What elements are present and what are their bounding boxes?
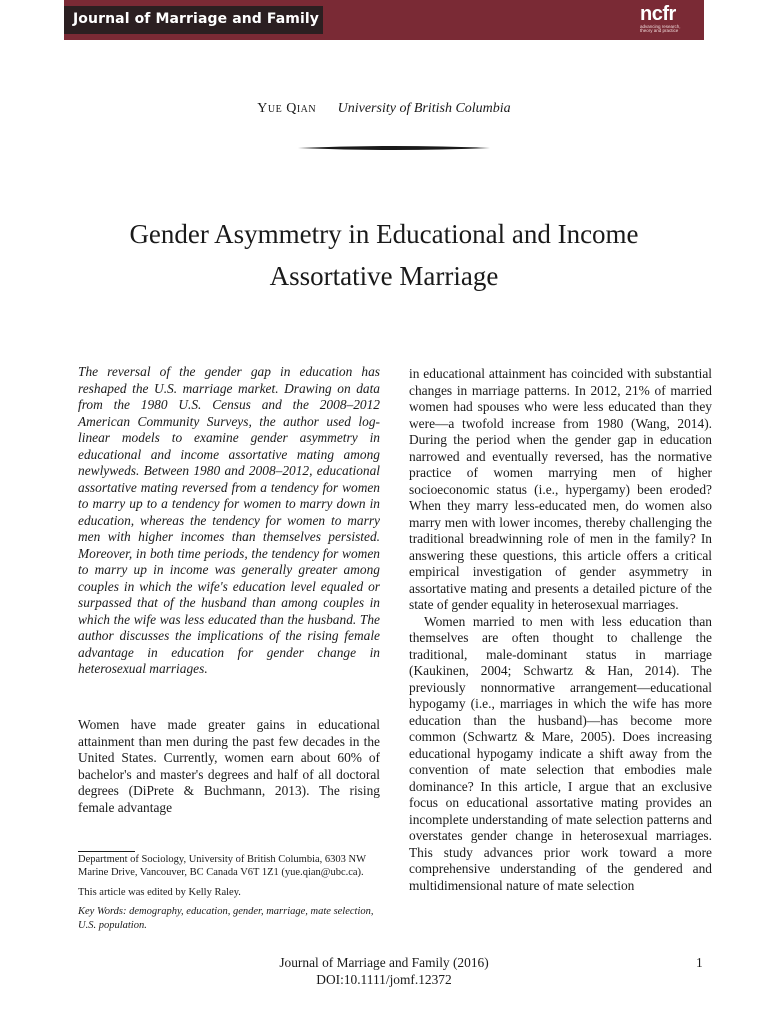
intro-paragraph: Women have made greater gains in educational attainment than men during the past few decades in the United States. Currently, women earn about 60% of bachelor's and master's degrees and half of all doctoral degrees (DiPrete & Buchmann, 2013). The rising female advantage: [78, 717, 380, 815]
keywords: Key Words: demography, education, gender, marriage, mate selection, U.S. population.: [78, 906, 374, 931]
editor-note: This article was edited by Kelly Raley.: [78, 886, 241, 898]
author-affiliation: University of British Columbia: [337, 101, 511, 116]
abstract-text: The reversal of the gender gap in education has reshaped the U.S. marriage market. Drawing on data from the 1980 U.S. Census and the 2008–2012 American Community Surveys, the author used log-linear models to examine gender asymmetry in educational and income assortative mating among newlyweds. Between 1980 and 2008–2012, educational assortative mating reversed from a tendency for women to marry up to a tendency for women to marry down in education, whereas the tendency for women to marry men with higher incomes than themselves persisted. Moreover, in both time periods, the tendency for women to marry up in income was generally greater among couples in which the wife's education level equaled or surpassed that of the husband than among couples in which the wife was less educated than the husband. The author discusses the implications of the rising female advantage in education for gender change in heterosexual marriages.: [78, 364, 380, 676]
title-ornament: [298, 143, 490, 153]
abstract-column: [78, 364, 380, 678]
intro-column: [78, 717, 380, 816]
author-address: Department of Sociology, University of British Columbia, 6303 NW Marine Drive, Vancouver, BC Canada V6T 1Z1 (yue.qian@ubc.ca).: [78, 854, 366, 879]
journal-citation: Journal of Marriage and Family (2016): [279, 955, 489, 970]
page-footer: [0, 955, 768, 988]
body-paragraph-1: in educational attainment has coincided with substantial changes in marriage patterns. In 2012, 21% of married women had spouses who were less educated than they were—a twofold increase from 1980 (Wang, 2014). During the period when the gender gap in education narrowed and eventually reversed, has the normative practice of women marrying men of higher socioeconomic status (i.e., hypergamy) been eroded? When they marry less-educated men, do women also marry men with lower incomes, thereby challenging the traditional breadwinning role of men in the family? In answering these questions, this article offers a critical empirical investigation of gender asymmetry in assortative mating and presents a detailed picture of the state of gender equality in heterosexual marriages.: [409, 366, 712, 612]
footnote-rule: [78, 851, 135, 852]
footnotes: [78, 853, 378, 938]
journal-name-box: [64, 6, 323, 34]
article-title: [40, 213, 728, 297]
logo-tagline: advancing research, theory and practice: [640, 24, 681, 33]
journal-name: Journal of Marriage and Family: [73, 11, 320, 27]
byline: [0, 101, 768, 117]
body-paragraph-2: Women married to men with less education than themselves are often thought to challenge the traditional, male-dominant status in marriage (Kaukinen, 2004; Schwartz & Han, 2014). The previously nonnormative arrangement—educational hypogamy (i.e., marriages in which the wife has more education than the husband)—has become more common (Schwartz & Mare, 2005). Does increasing educational hypogamy indicate a shift away from the convention of mate selection that embodies male dominance? In this article, I argue that an exclusive focus on educational assortative mating provides an incomplete understanding of mate selection patterns and overstates gender change in heterosexual marriages. This study advances prior work toward a more comprehensive understanding of the gendered and multidimensional nature of mate selection: [409, 613, 712, 893]
title-line-2: Assortative Marriage: [269, 261, 499, 291]
right-column: [409, 366, 712, 894]
logo-text: ncfr: [640, 3, 676, 25]
author-name: Yue Qian: [257, 101, 317, 116]
title-line-1: Gender Asymmetry in Educational and Income: [129, 219, 639, 249]
doi: DOI:10.1111/jomf.12372: [316, 971, 452, 987]
ncfr-logo: [640, 3, 696, 37]
page-number: 1: [696, 955, 703, 970]
